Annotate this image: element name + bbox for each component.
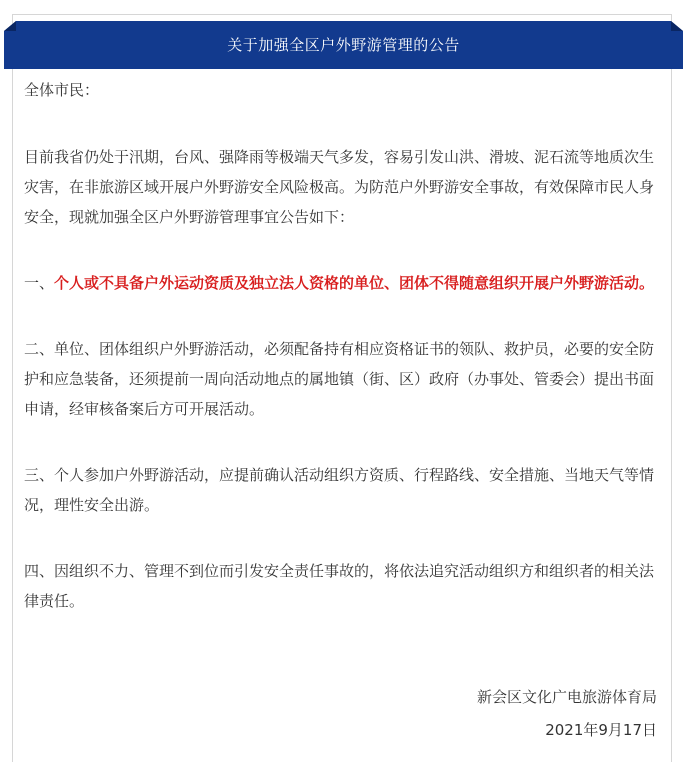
title-banner (4, 21, 683, 69)
notice-body (24, 70, 664, 616)
intro-paragraph: 目前我省仍处于汛期，台风、强降雨等极端天气多发，容易引发山洪、滑坡、泥石流等地质次生灾害，在非旅游区域开展户外野游安全风险极高。为防范户外野游安全事故，有效保障市民人身安全，现就加强全区户外野游管理事宜公告如下： (24, 148, 655, 226)
salutation: 全体市民： (24, 81, 100, 99)
item-1-prefix: 一、 (24, 274, 55, 292)
issuer: 新会区文化广电旅游体育局 (476, 688, 657, 706)
item-2: 二、单位、团体组织户外野游活动，必须配备持有相应资格证书的领队、救护员，必要的安全防护和应急装备，还须提前一周向活动地点的属地镇（街、区）政府（办事处、管委会）提出书面申请，经审核备案后方可开展活动。 (24, 340, 655, 418)
item-1 (24, 268, 664, 298)
item-3: 三、个人参加户外野游活动，应提前确认活动组织方资质、行程路线、安全措施、当地天气等情况，理性安全出游。 (24, 466, 655, 514)
notice-title: 关于加强全区户外野游管理的公告 (227, 36, 460, 54)
item-4: 四、因组织不力、管理不到位而引发安全责任事故的，将依法追究活动组织方和组织者的相关法律责任。 (24, 562, 655, 610)
item-1-text: 个人或不具备户外运动资质及独立法人资格的单位、团体不得随意组织开展户外野游活动。 (54, 274, 655, 292)
issue-date: 2021年9月17日 (545, 721, 657, 739)
